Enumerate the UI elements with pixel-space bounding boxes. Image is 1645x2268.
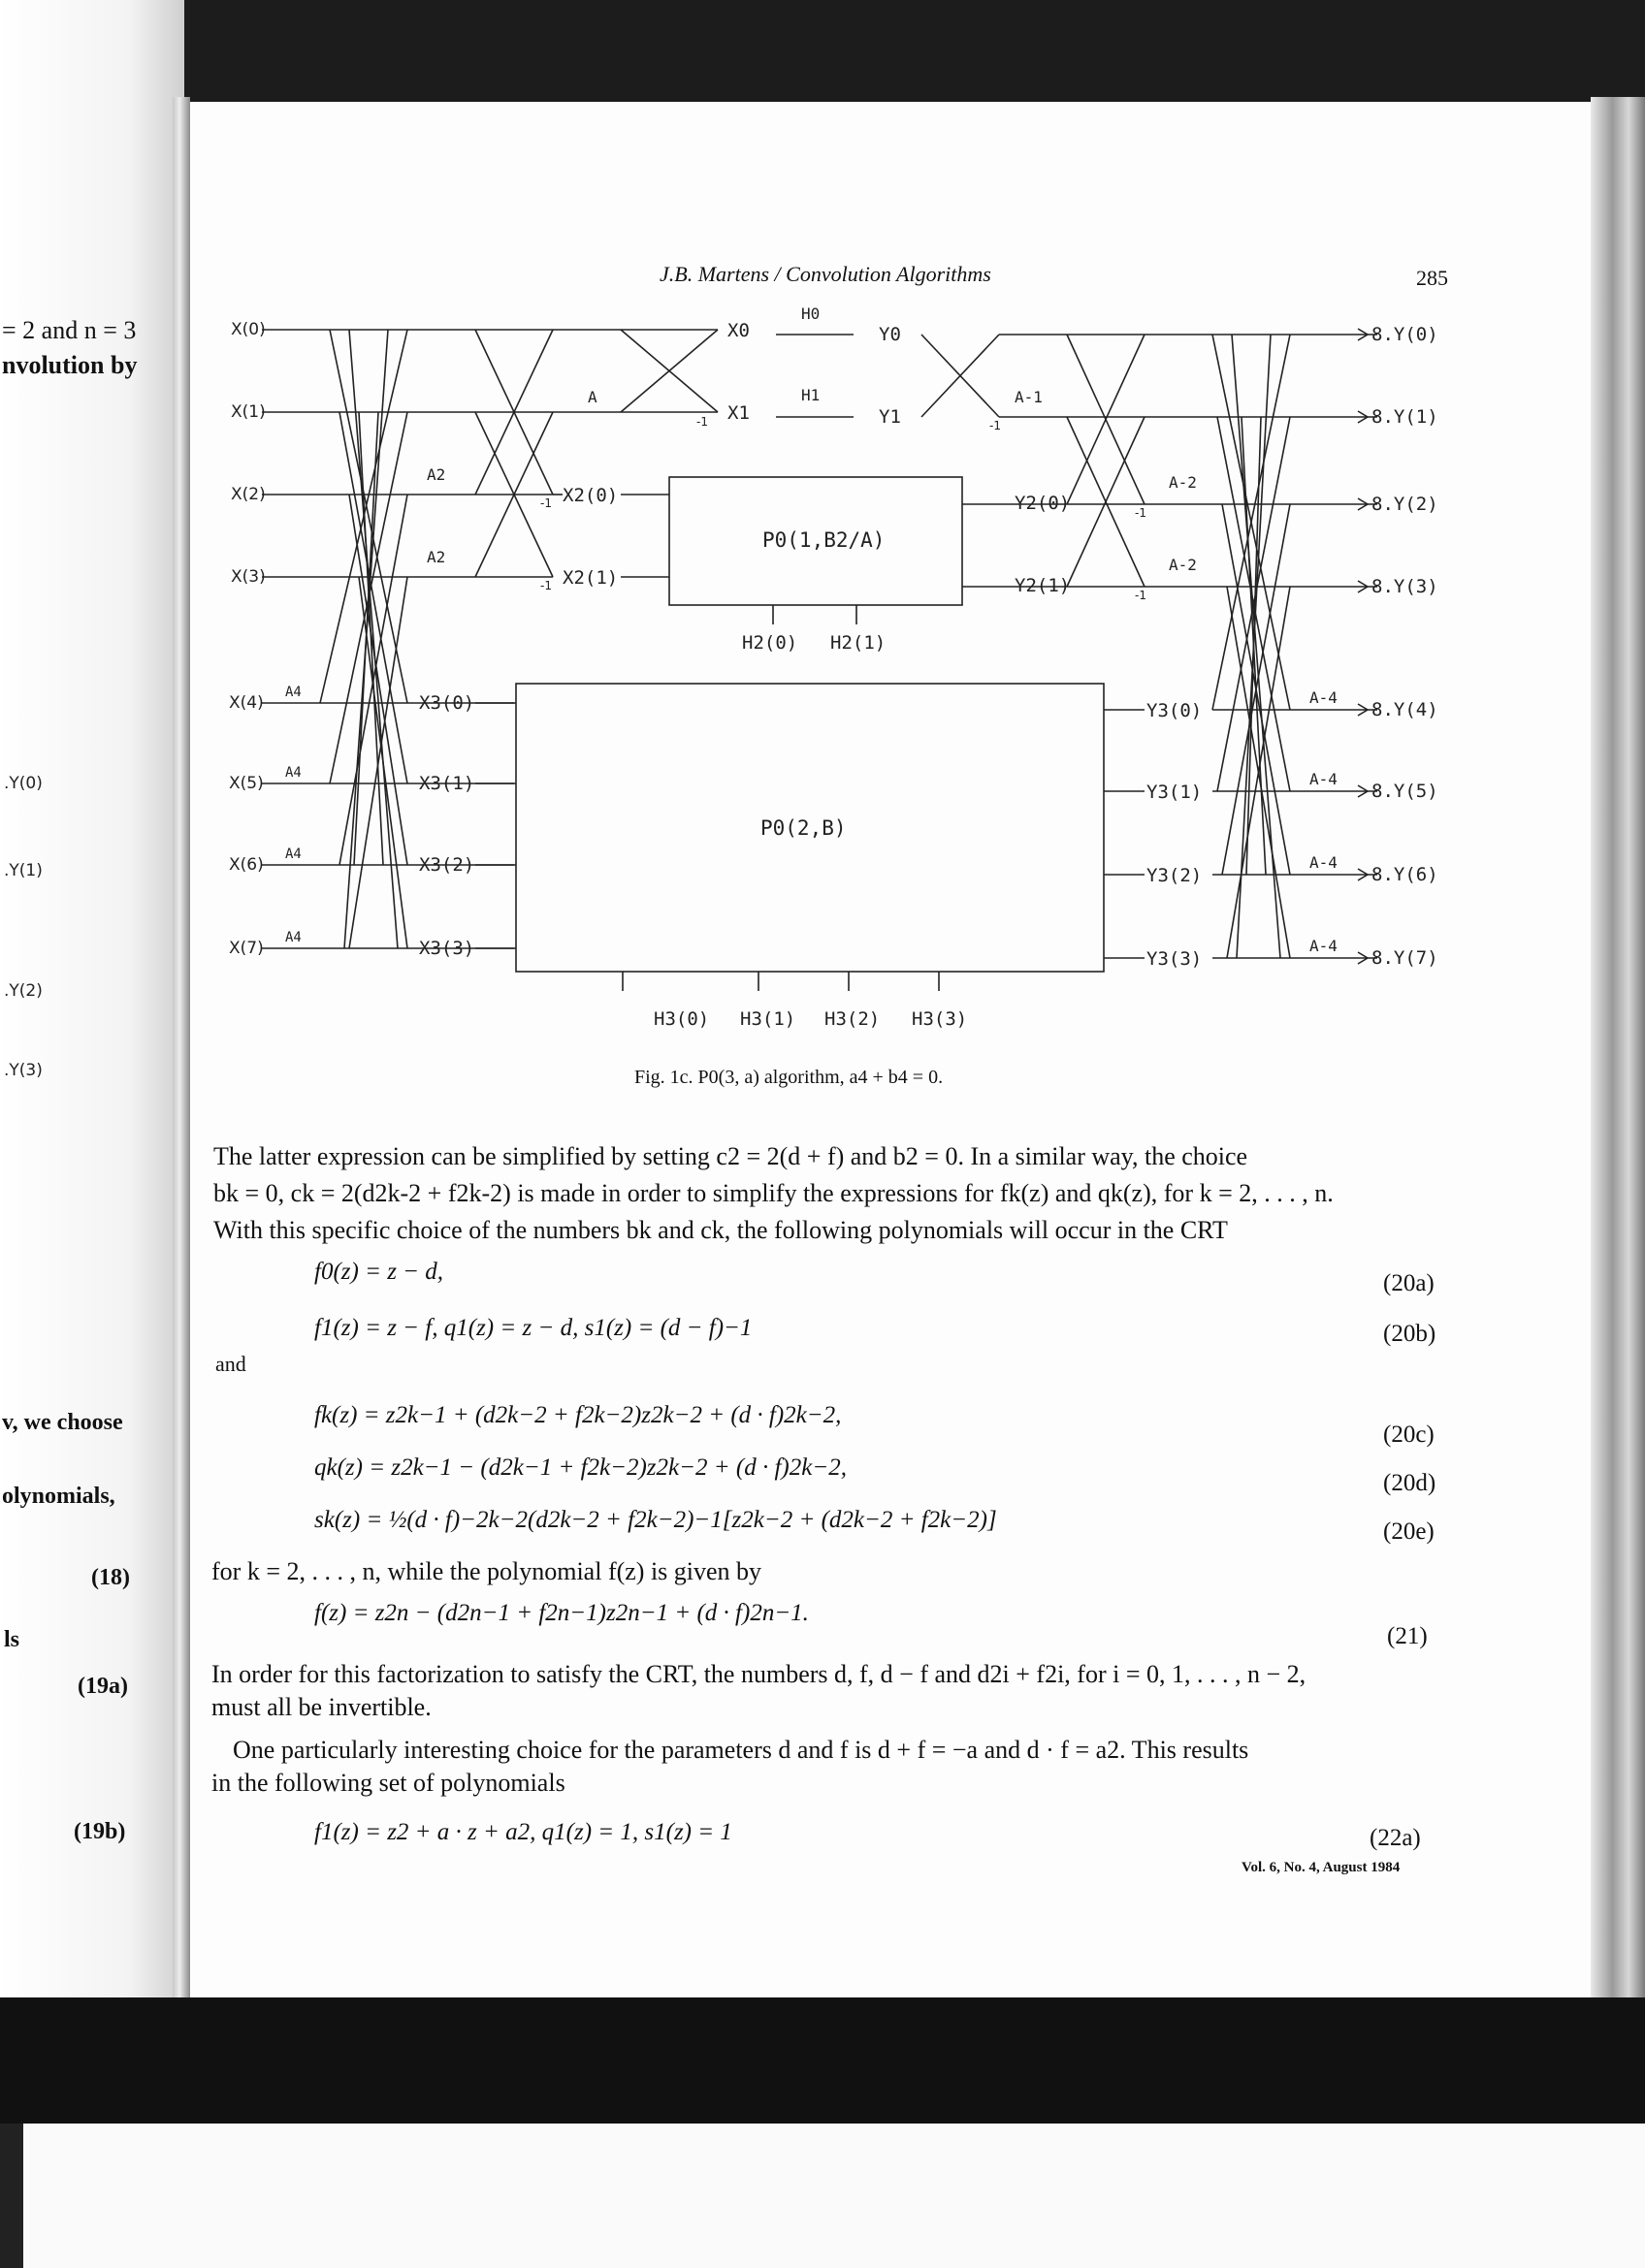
left-fragment-y0: .Y(0) (4, 774, 43, 793)
input-x7: X(7) (229, 939, 264, 958)
equation-number-20d: (20d) (1383, 1470, 1436, 1496)
label-y0: Y0 (879, 324, 901, 345)
label-y3-3: Y3(3) (1146, 948, 1203, 970)
label-a4-1: A4 (285, 685, 302, 700)
input-x6: X(6) (229, 855, 264, 875)
input-x2: X(2) (231, 485, 266, 504)
equation-number-20a: (20a) (1383, 1270, 1435, 1296)
label-a-inv: A-1 (1015, 388, 1043, 406)
box-large-label: P0(2,B) (760, 816, 847, 840)
label-y3-0: Y3(0) (1146, 700, 1203, 721)
equation-21: f(z) = z2n − (d2n−1 + f2n−1)z2n−1 + (d · f)2n−1. (314, 1600, 809, 1626)
volume-footer: Vol. 6, No. 4, August 1984 (1242, 1860, 1401, 1875)
label-h3-2: H3(2) (824, 1008, 881, 1030)
label-x2-1: X2(1) (563, 567, 619, 589)
label-y2-1: Y2(1) (1015, 575, 1071, 596)
left-fragment-polys: olynomials, (2, 1484, 115, 1509)
label-a-m2-1: A-2 (1169, 473, 1197, 492)
minus-label: -1 (1135, 506, 1146, 520)
left-fragment-y2: .Y(2) (4, 981, 43, 1001)
label-x1: X1 (727, 402, 750, 424)
equation-20c: fk(z) = z2k−1 + (d2k−2 + f2k−2)z2k−2 + (d · f)2k−2, (314, 1402, 842, 1428)
label-x3-0: X3(0) (419, 692, 475, 714)
equation-number-20b: (20b) (1383, 1321, 1436, 1347)
scan-corner (0, 2124, 23, 2268)
equation-number-20c: (20c) (1383, 1421, 1435, 1448)
label-x2-0: X2(0) (563, 485, 619, 506)
label-a-m4-2: A-4 (1309, 770, 1338, 788)
paragraph-3-line-1: One particularly interesting choice for the parameters d and f is d + f = −a and d · f = a2. This results (233, 1736, 1249, 1764)
and-text: and (215, 1352, 246, 1376)
label-a4-3: A4 (285, 847, 302, 862)
label-h3-0: H3(0) (654, 1008, 710, 1030)
left-fragment-2: nvolution by (2, 351, 138, 379)
left-fragment-eq19b: (19b) (74, 1819, 126, 1844)
label-a-m4-1: A-4 (1309, 688, 1338, 707)
paragraph-1-line-2: bk = 0, ck = 2(d2k-2 + f2k-2) is made in order to simplify the expressions for fk(z) and qk(z), for k = 2, . . . , n. (213, 1179, 1334, 1207)
label-h3-1: H3(1) (740, 1008, 796, 1030)
paragraph-1-line-1: The latter expression can be simplified by setting c2 = 2(d + f) and b2 = 0. In a similar way, the choice (213, 1142, 1248, 1170)
minus-label: -1 (540, 579, 552, 592)
label-x0: X0 (727, 320, 750, 341)
label-h1: H1 (801, 386, 821, 404)
equation-20e: sk(z) = ½(d · f)−2k−2(d2k−2 + f2k−2)−1[z2k−2 + (d2k−2 + f2k−2)] (314, 1507, 997, 1533)
left-fragment-eq18: (18) (91, 1565, 130, 1590)
label-a-m2-2: A-2 (1169, 556, 1197, 574)
equation-20a: f0(z) = z − d, (314, 1259, 444, 1285)
equation-20d: qk(z) = z2k−1 − (d2k−1 + f2k−2)z2k−2 + (d · f)2k−2, (314, 1454, 847, 1481)
label-a: A (588, 388, 597, 406)
left-fragment-y1: .Y(1) (4, 861, 43, 880)
equation-number-20e: (20e) (1383, 1518, 1435, 1545)
input-x5: X(5) (229, 774, 264, 793)
figure-caption: Fig. 1c. P0(3, a) algorithm, a4 + b4 = 0. (634, 1067, 944, 1088)
label-h2-1: H2(1) (830, 632, 887, 654)
label-h0: H0 (801, 304, 821, 323)
left-fragment-choose: v, we choose (2, 1410, 123, 1435)
label-h2-0: H2(0) (742, 632, 798, 654)
label-y1: Y1 (879, 406, 901, 428)
label-x3-3: X3(3) (419, 938, 475, 959)
paragraph-3-line-2: in the following set of polynomials (211, 1769, 565, 1797)
minus-label: -1 (696, 415, 708, 429)
paragraph-1-line-3: With this specific choice of the numbers bk and ck, the following polynomials will occur in the CRT (213, 1216, 1228, 1244)
left-fragment-ls: ls (4, 1627, 20, 1652)
label-y3-1: Y3(1) (1146, 782, 1203, 803)
equation-number-21: (21) (1387, 1623, 1428, 1649)
scan-background (0, 2124, 1645, 2268)
equation-20b: f1(z) = z − f, q1(z) = z − d, s1(z) = (d − f)−1 (314, 1315, 753, 1341)
minus-label: -1 (1135, 589, 1146, 602)
page-number: 285 (1416, 266, 1448, 290)
output-5: 8.Y(5) (1371, 781, 1438, 802)
label-a4-2: A4 (285, 765, 302, 781)
label-a-m4-4: A-4 (1309, 937, 1338, 955)
minus-label: -1 (989, 419, 1001, 432)
label-a-m4-3: A-4 (1309, 853, 1338, 872)
output-2: 8.Y(2) (1371, 494, 1438, 515)
for-k-text: for k = 2, . . . , n, while the polynomial f(z) is given by (211, 1557, 762, 1585)
label-a4-4: A4 (285, 930, 302, 945)
label-h3-3: H3(3) (912, 1008, 968, 1030)
output-6: 8.Y(6) (1371, 864, 1438, 885)
input-x4: X(4) (229, 693, 264, 713)
equation-22a: f1(z) = z2 + a · z + a2, q1(z) = 1, s1(z) = 1 (314, 1819, 732, 1845)
output-0: 8.Y(0) (1371, 324, 1438, 345)
label-x3-2: X3(2) (419, 854, 475, 876)
box-small-label: P0(1,B2/A) (762, 528, 886, 552)
paragraph-2-line-1: In order for this factorization to satisfy the CRT, the numbers d, f, d − f and d2i + f2i, for i = 0, 1, . . . , n − 2, (211, 1660, 1306, 1688)
left-fragment-eq19a: (19a) (78, 1674, 128, 1699)
scan-bottom-edge (0, 1997, 1645, 2124)
left-fragment-y3: .Y(3) (4, 1061, 43, 1080)
output-3: 8.Y(3) (1371, 576, 1438, 597)
label-y2-0: Y2(0) (1015, 493, 1071, 514)
input-x3: X(3) (231, 567, 266, 587)
output-1: 8.Y(1) (1371, 406, 1438, 428)
label-a2-1: A2 (427, 465, 446, 484)
label-y3-2: Y3(2) (1146, 865, 1203, 886)
paragraph-2-line-2: must all be invertible. (211, 1693, 432, 1721)
left-fragment-1: = 2 and n = 3 (2, 316, 137, 344)
minus-label: -1 (540, 496, 552, 510)
label-x3-1: X3(1) (419, 773, 475, 794)
label-a2-2: A2 (427, 548, 446, 566)
input-x1: X(1) (231, 402, 266, 422)
output-4: 8.Y(4) (1371, 699, 1438, 720)
equation-number-22a: (22a) (1370, 1825, 1421, 1851)
input-x0: X(0) (231, 320, 266, 339)
output-7: 8.Y(7) (1371, 947, 1438, 969)
running-title: J.B. Martens / Convolution Algorithms (660, 262, 991, 286)
